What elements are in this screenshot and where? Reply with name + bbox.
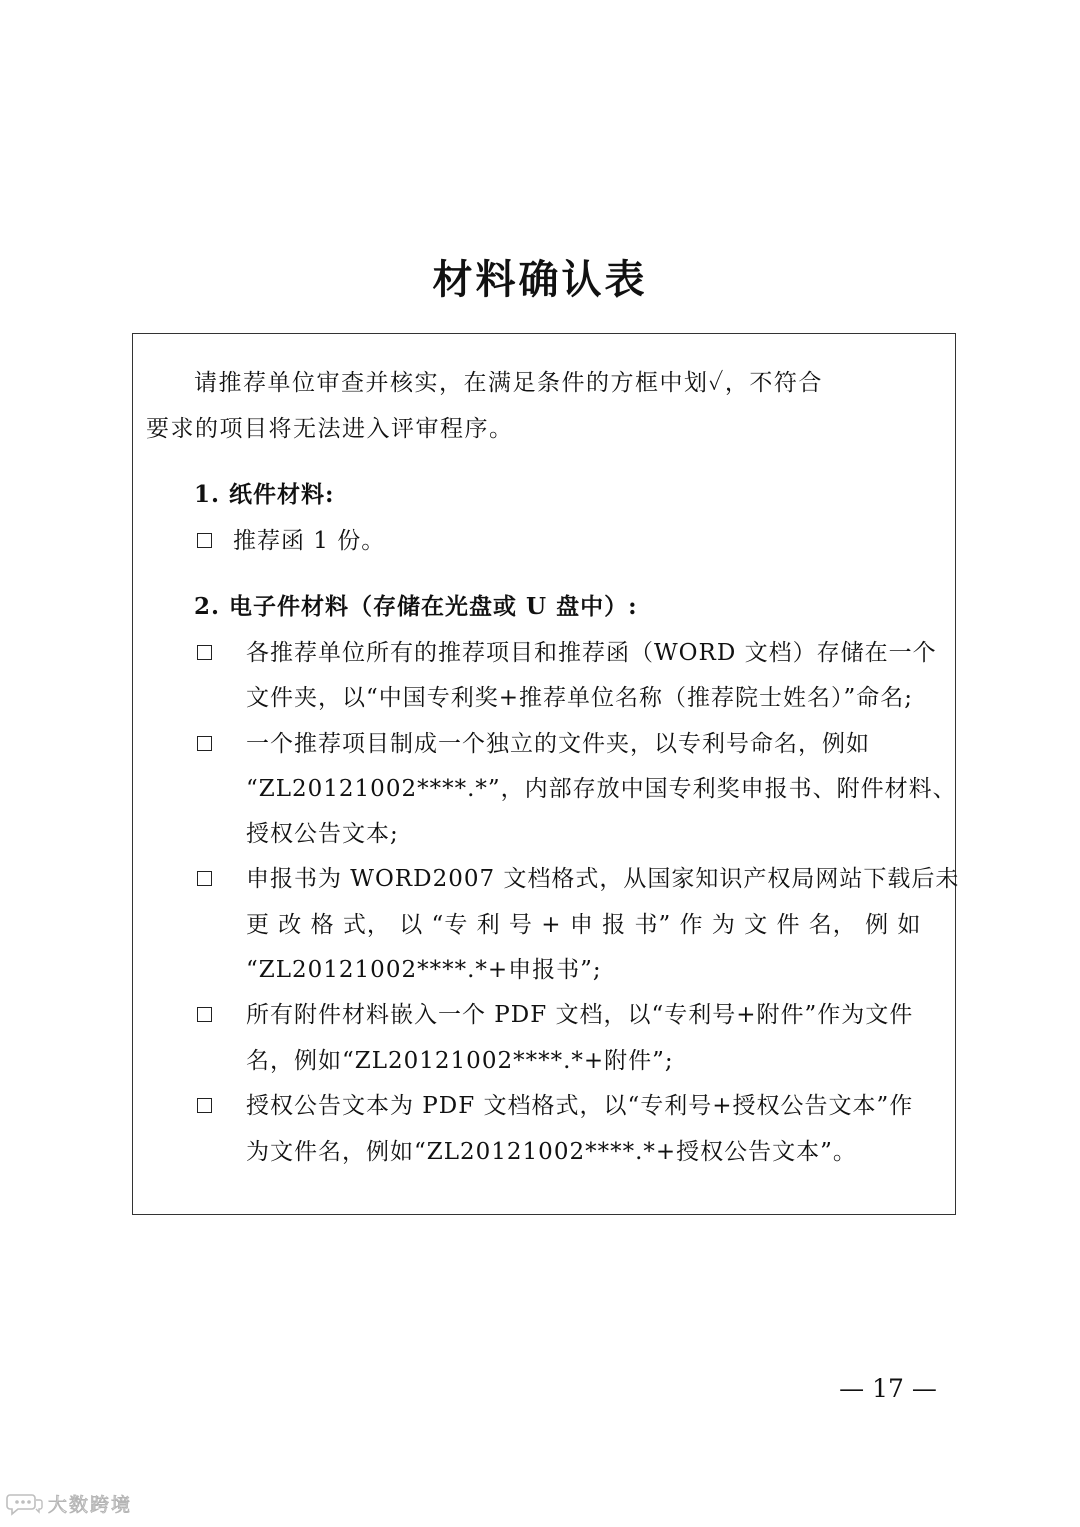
item-text-line: 名，例如“ZL20121002****.*+附件”; <box>246 1048 674 1074</box>
page-title: 材料确认表 <box>432 256 648 303</box>
item-text-line: 一个推荐项目制成一个独立的文件夹，以专利号命名，例如 <box>246 731 870 757</box>
item-text-line: “ZL20121002****.*+申报书”; <box>246 957 602 983</box>
item-text-line: 申报书为 WORD2007 文档格式，从国家知识产权局网站下载后未 <box>246 866 960 892</box>
checkbox[interactable] <box>197 871 212 886</box>
checkbox[interactable] <box>197 533 212 548</box>
section-heading-paper-materials: 1. 纸件材料: <box>194 481 335 508</box>
item-text-line: 更 改 格 式， 以 “专 利 号 + 申 报 书” 作 为 文 件 名， 例 如 <box>246 912 922 938</box>
section-heading-electronic-materials: 2. 电子件材料（存储在光盘或 U 盘中）: <box>194 593 638 620</box>
item-text-line: 授权公告文本为 PDF 文档格式，以“专利号+授权公告文本”作 <box>246 1093 914 1119</box>
item-text-line: 所有附件材料嵌入一个 PDF 文档，以“专利号+附件”作为文件 <box>246 1002 914 1028</box>
item-text-line: 推荐函 1 份。 <box>233 528 386 554</box>
page-number: — 17 — <box>839 1374 937 1403</box>
item-text-line: 为文件名，例如“ZL20121002****.*+授权公告文本”。 <box>246 1139 857 1165</box>
item-text-line: 各推荐单位所有的推荐项目和推荐函（WORD 文档）存储在一个 <box>246 640 937 666</box>
item-text-line: 授权公告文本; <box>246 821 399 847</box>
chat-bubble-logo-icon <box>6 1491 44 1517</box>
checkbox[interactable] <box>197 1007 212 1022</box>
watermark-text: 大数跨境 <box>48 1494 133 1516</box>
item-text-line: 文件夹，以“中国专利奖+推荐单位名称（推荐院士姓名）”命名; <box>246 685 914 711</box>
checkbox[interactable] <box>197 645 212 660</box>
checkbox[interactable] <box>197 736 212 751</box>
item-text-line: “ZL20121002****.*”，内部存放中国专利奖申报书、附件材料、 <box>246 776 957 802</box>
instruction-line-2: 要求的项目将无法进入评审程序。 <box>146 416 514 442</box>
watermark <box>6 1490 132 1517</box>
checkbox[interactable] <box>197 1098 212 1113</box>
instruction-line-1: 请推荐单位审查并核实，在满足条件的方框中划✓，不符合 <box>194 370 823 396</box>
